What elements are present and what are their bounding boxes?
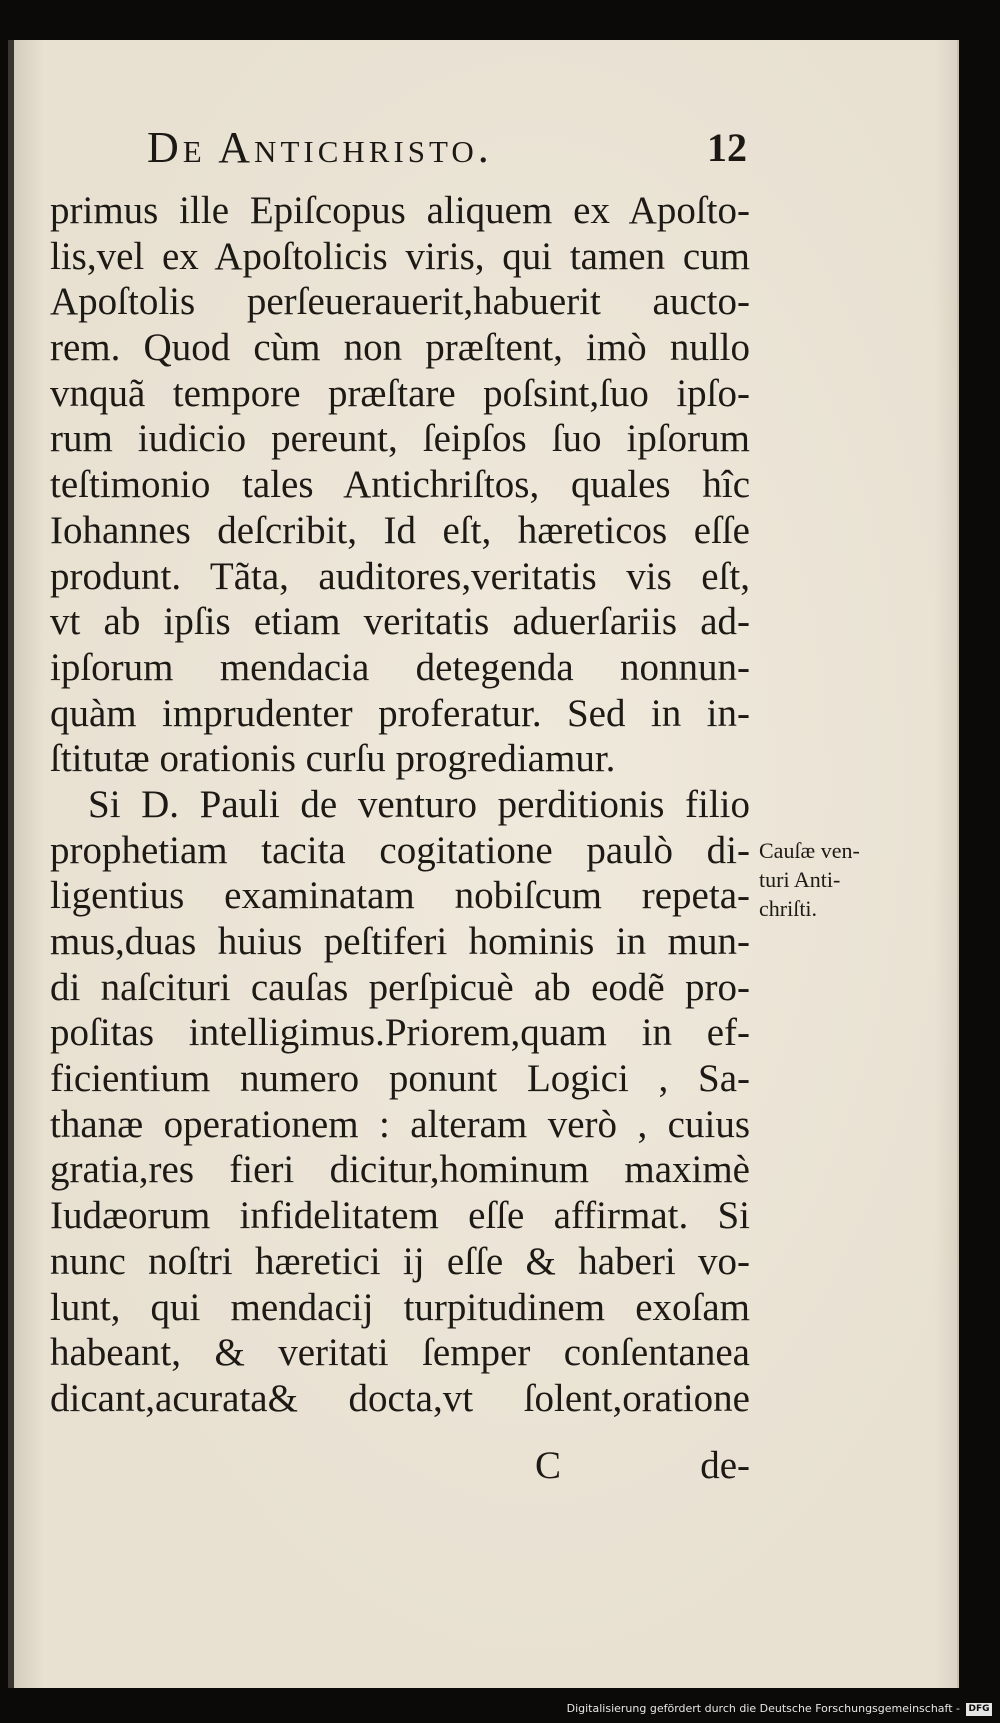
text-line: habeant, & veritati ſemper conſentanea: [50, 1331, 750, 1375]
text-line: Si D. Pauli de venturo perditionis filio: [88, 782, 750, 826]
text-line: Iudæorum infidelitatem eſſe affirmat. Si: [50, 1194, 750, 1238]
text-line: teſtimonio tales Antichriſtos, quales hîc: [50, 463, 750, 507]
text-line: ficientium numero ponunt Logici , Sa-: [50, 1057, 750, 1101]
text-line: dicant,acurata& docta,vt ſolent,oratione: [50, 1376, 750, 1420]
signature-mark: C: [535, 1444, 562, 1487]
text-line: mus,duas huius peſtiferi hominis in mun-: [50, 920, 750, 963]
page-number: 12: [707, 125, 747, 170]
text-line: rum iudicio pereunt, ſeipſos ſuo ipſorum: [50, 417, 750, 461]
dfg-logo: DFG: [966, 1703, 992, 1716]
text-line: produnt. Tãta, auditores,veritatis vis eſt,: [50, 554, 750, 598]
body-text: [50, 188, 750, 1422]
text-line: poſitas intelligimus.Priorem,quam in ef-: [50, 1011, 750, 1055]
text-line: gratia,res fieri dicitur,hominum maximè: [50, 1148, 750, 1192]
marginal-note-line: Cauſæ ven-: [759, 838, 860, 863]
catchword: de-: [700, 1444, 750, 1487]
text-line: prophetiam tacita cogitatione paulò di-: [50, 828, 750, 872]
book-page: [8, 40, 959, 1688]
text-line: ipſorum mendacia detegenda nonnun-: [50, 645, 750, 689]
text-line: ligentius examinatam nobiſcum repeta-: [50, 874, 750, 918]
marginal-note-line: chriſti.: [759, 896, 818, 921]
text-line: Apoſtolis perſeuerauerit,habuerit auctо-: [50, 280, 750, 324]
text-line: Iohannes deſcribit, Id eſt, hæreticos eſſe: [50, 508, 750, 552]
text-line: primus ille Epiſcopus aliquem ex Apoſto-: [50, 189, 750, 232]
text-line: thanæ operationem : alteram verò , cuius: [50, 1102, 750, 1146]
marginal-note-line: turi Anti-: [759, 867, 841, 892]
funding-credit: Digitalisierung gefördert durch die Deutsche Forschungsgemeinschaft -: [566, 1702, 960, 1715]
text-line: ſtitutæ orationis curſu progrediamur.: [50, 737, 616, 781]
text-line: nunc noſtri hæretici ij eſſe & haberi vo-: [50, 1239, 750, 1283]
marginal-note: [759, 836, 919, 923]
text-line: vt ab ipſis etiam veritatis aduerſariis ad-: [50, 600, 750, 644]
text-line: rem. Quod cùm non præſtent, imò nullo: [50, 326, 750, 370]
running-title: De Antichristo.: [147, 123, 493, 172]
catchline: [50, 1443, 750, 1493]
running-header: [147, 122, 747, 182]
text-line: di naſcituri cauſas perſpicuè ab eodẽ pro-: [50, 965, 750, 1009]
text-line: lunt, qui mendacij turpitudinem exoſam: [50, 1285, 750, 1329]
text-line: quàm imprudenter proferatur. Sed in in-: [50, 691, 750, 735]
digitization-footer: [0, 1697, 1000, 1723]
text-line: lis,vel ex Apoſtolicis viris, qui tamen cum: [50, 234, 750, 278]
text-line: vnquã tempore præſtare poſsint,ſuo ipſo-: [50, 371, 750, 415]
